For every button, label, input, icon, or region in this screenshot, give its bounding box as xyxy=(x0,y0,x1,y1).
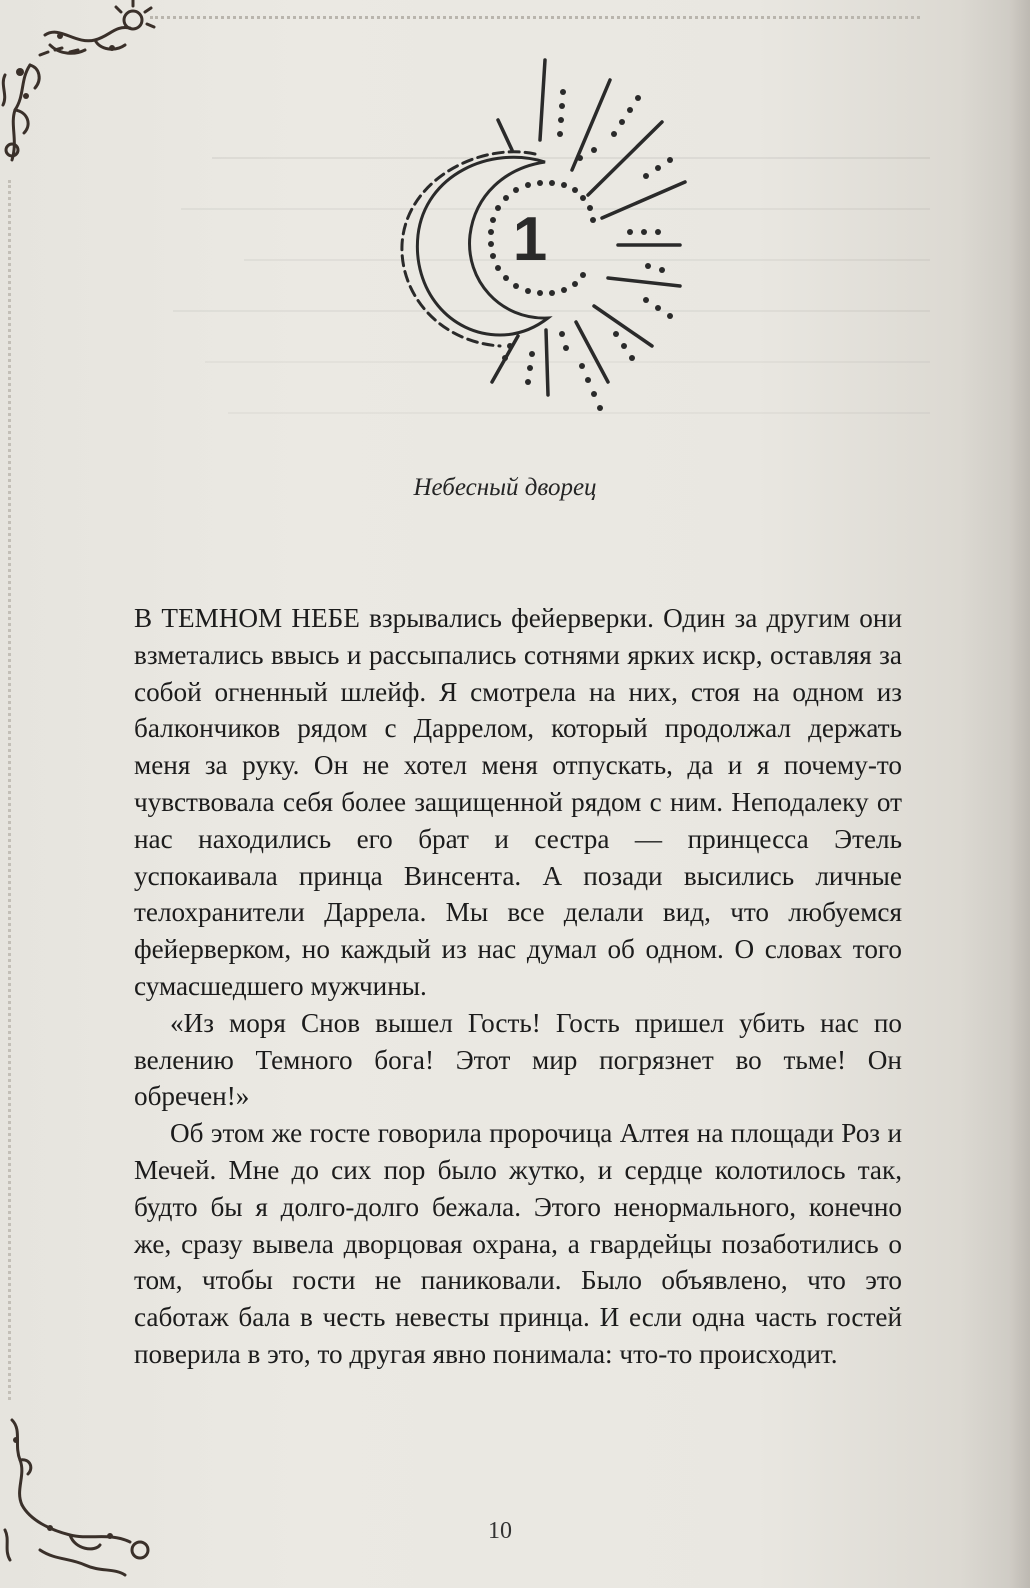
page-number: 10 xyxy=(488,1518,512,1544)
top-dotted-border xyxy=(150,16,920,27)
paragraph xyxy=(134,1005,902,1115)
paragraph-text: взрывались фейерверки. Один за другим они взметались ввысь и рассыпались сотнями ярких искр, оставляя за собой огненный шлейф. Я смотрела на них, стоя на одном из балкончиков рядом с Даррелом, который продолжал держать меня за руку. Он не хотел меня отпускать, да и я почему-то чувствовала себя более защищенной рядом с ним. Неподалеку от нас находились его брат и сестра — принцесса Этель успокаивала принца Винсента. А позади высились личные телохранители Даррела. Мы все делали вид, что любуемся фейерверком, но каждый из нас думал об одном. О словах того сумасшедшего мужчины. xyxy=(134,603,902,1001)
page-edge-shadow xyxy=(1010,0,1030,1588)
corner-ornament-bottom-left xyxy=(0,1410,170,1588)
paragraph-lead: В ТЕМНОМ НЕБЕ xyxy=(134,603,360,633)
paragraph-text: «Из моря Снов вышел Гость! Гость пришел убить нас по велению Темного бога! Этот мир погрязнет во тьме! Он обречен!» xyxy=(134,1007,902,1112)
paragraph-text: Об этом же госте говорила пророчица Алтея на площади Роз и Мечей. Мне до сих пор было жутко, и сердце колотилось так, будто бы я долго-долго бежала. Этого ненормального, конечно же, сразу вывела дворцовая охрана, а гвардейцы позаботились о том, чтобы гости не паниковали. Было объявлено, что это саботаж бала в честь невесты принца. И если одна часть гостей поверила в это, то другая явно понимала: что-то происходит. xyxy=(134,1118,902,1369)
paragraph xyxy=(134,600,902,1005)
chapter-number: 1 xyxy=(512,205,548,274)
paragraph xyxy=(134,1115,902,1373)
left-dotted-border xyxy=(8,180,19,1400)
corner-ornament-top-left xyxy=(0,0,170,190)
chapter-title: Небесный дворец xyxy=(413,474,597,501)
body-text xyxy=(134,600,902,1373)
